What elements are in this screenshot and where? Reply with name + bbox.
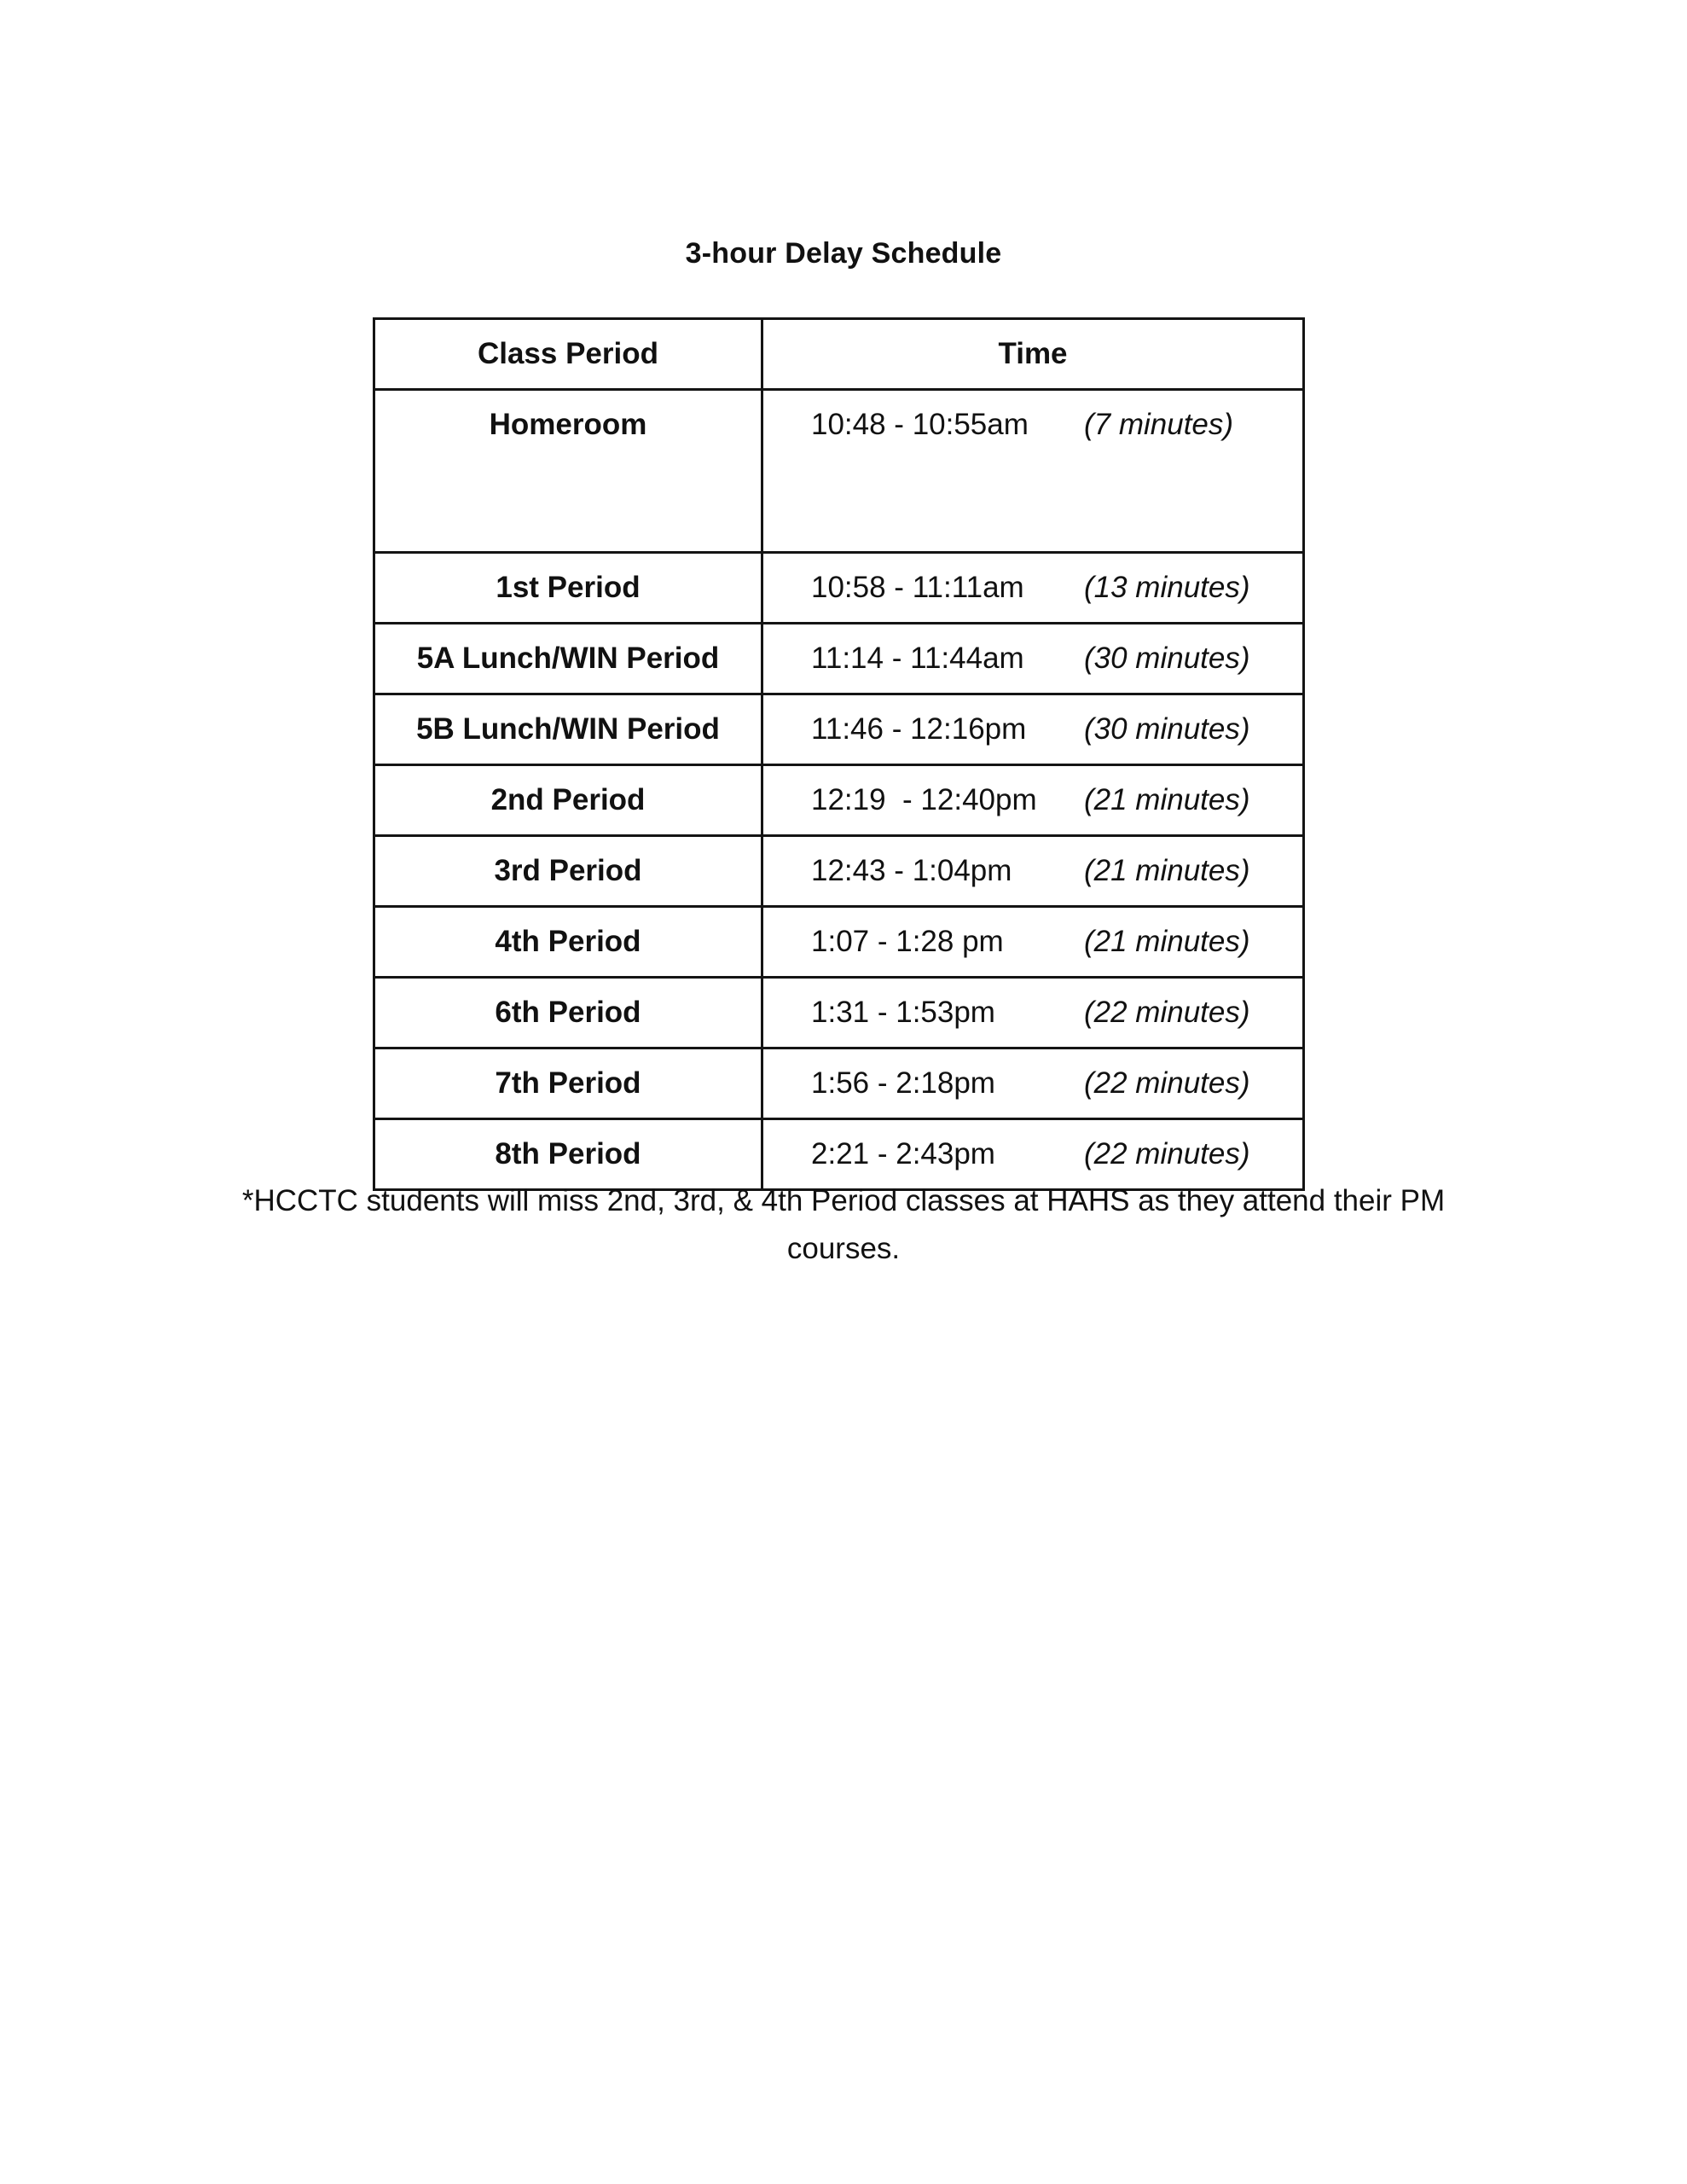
duration: (22 minutes): [1084, 1137, 1250, 1170]
period-cell: 4th Period: [374, 907, 762, 978]
time-range: 1:31 - 1:53pm: [811, 996, 995, 1029]
schedule-table-body: [374, 390, 1304, 1190]
table-row: [374, 978, 1304, 1048]
period-cell: Homeroom: [374, 390, 762, 553]
time-cell: [762, 553, 1304, 624]
table-row: [374, 624, 1304, 694]
period-cell: 5A Lunch/WIN Period: [374, 624, 762, 694]
time-cell: [762, 390, 1304, 553]
time-cell: [762, 624, 1304, 694]
time-range: 12:43 - 1:04pm: [811, 854, 1012, 887]
table-row: [374, 390, 1304, 553]
schedule-table: [373, 317, 1305, 1191]
period-cell: 1st Period: [374, 553, 762, 624]
time-cell: [762, 1048, 1304, 1119]
column-header-class-period: Class Period: [374, 319, 762, 390]
duration: (21 minutes): [1084, 925, 1250, 958]
time-cell: [762, 836, 1304, 907]
duration: (30 minutes): [1084, 642, 1250, 675]
time-range: 10:48 - 10:55am: [811, 408, 1029, 441]
time-range: 10:58 - 11:11am: [811, 571, 1024, 604]
column-header-time: Time: [762, 319, 1304, 390]
time-range: 1:56 - 2:18pm: [811, 1066, 995, 1100]
time-cell: [762, 907, 1304, 978]
table-row: [374, 836, 1304, 907]
time-cell: [762, 765, 1304, 836]
period-cell: 6th Period: [374, 978, 762, 1048]
period-cell: 3rd Period: [374, 836, 762, 907]
table-row: [374, 694, 1304, 765]
duration: (21 minutes): [1084, 854, 1250, 887]
time-cell: [762, 978, 1304, 1048]
footnote: [0, 1177, 1687, 1273]
time-range: 1:07 - 1:28 pm: [811, 925, 1004, 958]
document-title: 3-hour Delay Schedule: [685, 237, 1002, 270]
time-range: 12:19 - 12:40pm: [811, 783, 1037, 816]
period-cell: 5B Lunch/WIN Period: [374, 694, 762, 765]
table-row: [374, 765, 1304, 836]
table-header-row: [374, 319, 1304, 390]
footnote-line-2: courses.: [786, 1232, 901, 1265]
table-row: [374, 907, 1304, 978]
time-range: 11:46 - 12:16pm: [811, 712, 1027, 746]
period-cell: 2nd Period: [374, 765, 762, 836]
period-cell: 8th Period: [374, 1119, 762, 1190]
table-row: [374, 553, 1304, 624]
duration: (22 minutes): [1084, 996, 1250, 1029]
duration: (13 minutes): [1084, 571, 1250, 604]
time-range: 11:14 - 11:44am: [811, 642, 1024, 675]
time-cell: [762, 694, 1304, 765]
duration: (30 minutes): [1084, 712, 1250, 746]
period-cell: 7th Period: [374, 1048, 762, 1119]
duration: (21 minutes): [1084, 783, 1250, 816]
table-row: [374, 1048, 1304, 1119]
duration: (7 minutes): [1084, 408, 1234, 441]
time-range: 2:21 - 2:43pm: [811, 1137, 995, 1170]
duration: (22 minutes): [1084, 1066, 1250, 1100]
footnote-line-1: *HCCTC students will miss 2nd, 3rd, & 4th Period classes at HAHS as they attend their PM: [241, 1184, 1446, 1217]
